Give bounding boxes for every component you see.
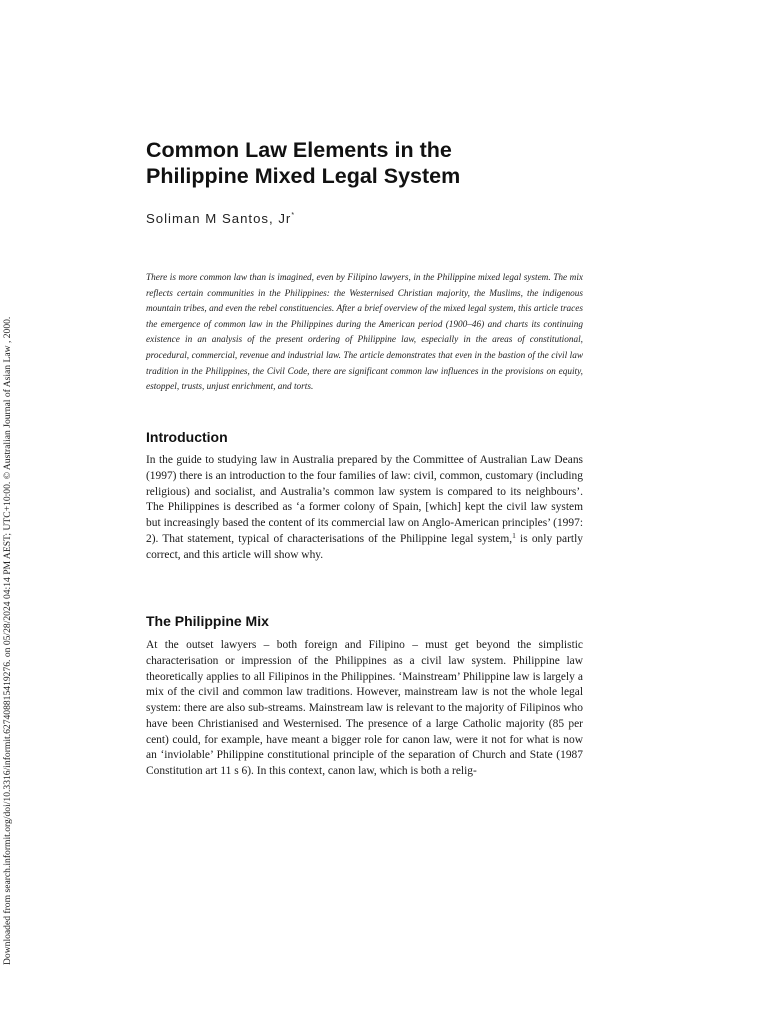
introduction-text-part-2: is only partly correct, and this article will show why. <box>146 532 583 561</box>
article-abstract: There is more common law than is imagined, even by Filipino lawyers, in the Philippine mixed legal system. The mix reflects certain communities in the Philippines: the Westernised Christian majority, the Muslims, the indigenous mountain tribes, and even the rebel constituencies. After a brief overview of the mixed legal system, this article traces the emergence of common law in the Philippines during the American period (1900–46) and charts its continuing existence in an analysis of the present ordering of Philippine law, especially in the areas of constitutional, procedural, commercial, revenue and industrial law. The article demonstrates that even in the bastion of the civil law tradition in the Philippines, the Civil Code, there are significant common law influences in the provisions on equity, estoppel, trusts, unjust enrichment, and torts. <box>146 273 583 393</box>
author-name: Soliman M Santos, Jr <box>146 211 292 226</box>
introduction-text-part-1: In the guide to studying law in Australia prepared by the Committee of Australian Law Deans (1997) there is an introduction to the four families of law: civil, common, customary (including religious) and socialist, and Australia’s common law system is compared to its neighbours’. The Philippines is described as ‘a former colony of Spain, [which] kept the civil law system but increasingly based the content of its commercial law on Anglo-American principles’ (1997: 2). That statement, typical of characterisations of the Philippine legal system, <box>146 454 583 545</box>
introduction-paragraph <box>146 453 583 563</box>
title-line-2: Philippine Mixed Legal System <box>146 164 461 188</box>
article-title <box>146 137 583 189</box>
download-watermark <box>0 300 14 965</box>
section-heading-introduction: Introduction <box>146 429 228 445</box>
author-footnote-mark: * <box>291 212 295 219</box>
philippine-mix-paragraph: At the outset lawyers – both foreign and Filipino – must get beyond the simplistic characterisation or impression of the Philippines as a civil law system. Philippine law theoretically applies to all Filipinos in the Philippines. ‘Mainstream’ Philippine law is largely a mix of the civil and common law traditions. However, mainstream law is not the whole legal system: there are also sub-streams. Mainstream law is relevant to the majority of Filipinos who have been Christianised and Westernised. The presence of a large Catholic majority (85 per cent) could, for example, have meant a bigger role for canon law, were it not for what is now an ‘inviolable’ Philippine constitutional principle of the separation of Church and State (1987 Constitution art 11 s 6). In this context, canon law, which is both a relig- <box>146 639 583 777</box>
article-author <box>146 211 294 226</box>
footnote-reference-1: 1 <box>512 530 516 540</box>
title-line-1: Common Law Elements in the <box>146 138 452 162</box>
section-heading-philippine-mix: The Philippine Mix <box>146 613 269 629</box>
download-note-text: Downloaded from search.informit.org/doi/10.3316/informit.627408815419276. on 05/28/2024 04:14 PM AEST; UTC+10:00. © Australian Journal of Asian Law , 2000. <box>2 316 13 965</box>
